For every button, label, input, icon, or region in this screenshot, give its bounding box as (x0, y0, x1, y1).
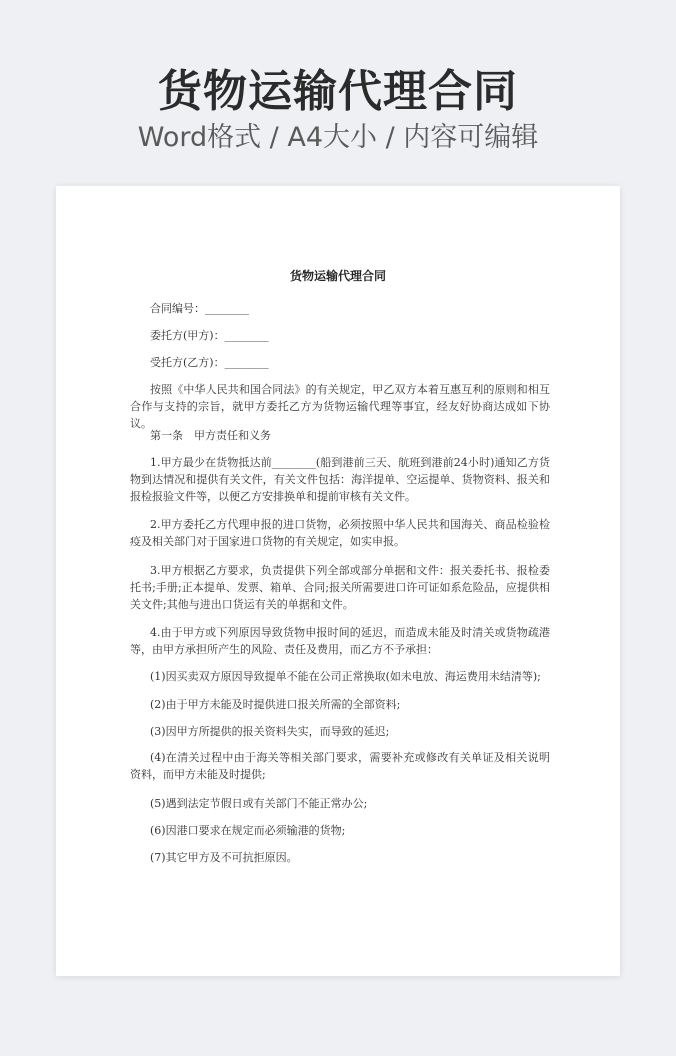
document-title: 货物运输代理合同 (289, 269, 386, 283)
clause-paragraph: 3.甲方根据乙方要求，负责提供下列全部或部分单据和文件：报关委托书、报检委托书;手册;正本提单、发票、箱单、合同;报关所需要进口许可证如系危险品，应提供相关文件;其他与进出口货运有关的单据和文件。 (130, 564, 550, 611)
banner-subtitle: Word格式 / A4大小 / 内容可编辑 (137, 122, 539, 153)
field-value: ________ (224, 356, 269, 369)
contract-number-field (150, 300, 249, 317)
list-item: (3)因甲方所提供的报关资料失实，而导致的延迟; (150, 725, 390, 738)
clause-paragraph: 1.甲方最少在货物抵达前________(船到港前三天、航班到港前24小时)通知乙方货物到达情况和提供有关文件，有关文件包括：海洋提单、空运提单、货物资料、报关和报检报验文件等，以便乙方安排换单和提前审核有关文件。 (130, 456, 550, 503)
client-party-field (150, 327, 269, 344)
intro-paragraph: 按照《中华人民共和国合同法》的有关规定，甲乙双方本着互惠互利的原则和相互合作与支持的宗旨，就甲方委托乙方为货物运输代理等事宜，经友好协商达成如下协议。 (130, 383, 550, 430)
list-item: (2)由于甲方未能及时提供进口报关所需的全部资料; (150, 698, 401, 711)
article-heading: 第一条 甲方责任和义务 (150, 429, 271, 442)
agent-party-field (150, 354, 269, 371)
list-item: (1)因买卖双方原因导致提单不能在公司正常换取(如未电放、海运费用未结清等); (150, 670, 541, 683)
list-item: (4)在清关过程中由于海关等相关部门要求，需要补充或修改有关单证及相关说明资料，而甲方未能及时提供; (130, 751, 550, 781)
list-item: (6)因港口要求在规定而必须输港的货物; (150, 824, 346, 837)
clause-paragraph: 2.甲方委托乙方代理申报的进口货物，必须按照中华人民共和国海关、商品检验检疫及相关部门对于国家进口货物的有关规定，如实申报。 (130, 518, 550, 548)
list-item: (5)遇到法定节假日或有关部门不能正常办公; (150, 797, 368, 810)
field-label: 合同编号： (150, 302, 205, 315)
field-label: 受托方(乙方)： (150, 356, 225, 369)
document-page (56, 186, 620, 976)
clause-paragraph: 4.由于甲方或下列原因导致货物申报时间的延迟，而造成未能及时清关或货物疏港等，由甲方承担所产生的风险、责任及费用，而乙方不予承担： (130, 626, 550, 656)
banner-title: 货物运输代理合同 (158, 66, 518, 117)
field-value: ________ (224, 329, 269, 342)
field-value: ________ (205, 302, 249, 315)
field-label: 委托方(甲方)： (150, 329, 225, 342)
list-item: (7)其它甲方及不可抗拒原因。 (150, 851, 298, 864)
